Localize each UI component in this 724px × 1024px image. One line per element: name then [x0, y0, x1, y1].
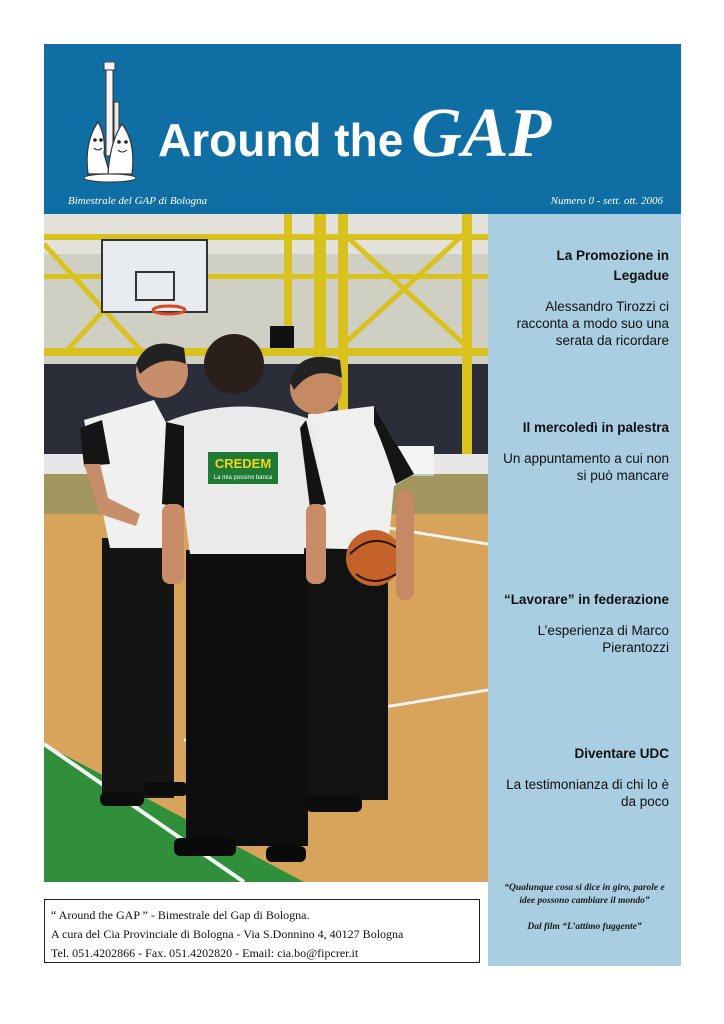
colophon-line-2: A cura del Cia Provinciale di Bologna - Via S.Donnino 4, 40127 Bologna: [51, 927, 404, 941]
masthead-title: [158, 94, 551, 174]
article-title[interactable]: La Promozione in Legadue: [556, 248, 669, 283]
colophon-line-1: “ Around the GAP ” - Bimestrale del Gap di Bologna.: [51, 908, 310, 922]
issue-number: Numero 0 - sett. ott. 2006: [550, 195, 663, 207]
colophon-line-3: Tel. 051.4202866 - Fax. 051.4202820 - Email: cia.bo@fipcrer.it: [51, 946, 359, 960]
article-summary: Un appuntamento a cui non si può mancare: [503, 451, 669, 483]
article-title[interactable]: “Lavorare” in federazione: [503, 592, 669, 607]
title-main: Around the: [158, 114, 404, 166]
article-teaser-3[interactable]: [499, 590, 669, 656]
article-title[interactable]: Il mercoledì in palestra: [522, 420, 669, 435]
quote-source: Dal film “L’attimo fuggente”: [527, 922, 642, 932]
colophon-box: [44, 899, 480, 963]
jersey-sponsor-text: CREDEM: [214, 456, 272, 471]
article-teaser-2[interactable]: [499, 418, 669, 484]
contents-sidebar: [488, 214, 681, 966]
jersey-sponsor-subtext: La mia possino banca: [213, 475, 273, 481]
cover-photo-referees: [44, 214, 488, 882]
film-quote: “Qualunque cosa si dice in giro, parole e idee possono cambiare il mondo”: [504, 883, 665, 906]
article-summary: La testimonianza di chi lo è da poco: [506, 777, 669, 809]
article-summary: L’esperienza di Marco Pierantozzi: [537, 623, 669, 655]
article-title[interactable]: Diventare UDC: [574, 746, 669, 761]
article-summary: Alessandro Tirozzi ci racconta a modo suo una serata da ricordare: [516, 299, 669, 348]
article-teaser-4[interactable]: [499, 744, 669, 810]
article-teaser-1[interactable]: [499, 246, 669, 349]
publication-subtitle: Bimestrale del GAP di Bologna: [68, 195, 208, 207]
title-gap: GAP: [411, 95, 552, 172]
bologna-towers-logo-icon: [80, 62, 140, 184]
masthead: [44, 44, 681, 214]
